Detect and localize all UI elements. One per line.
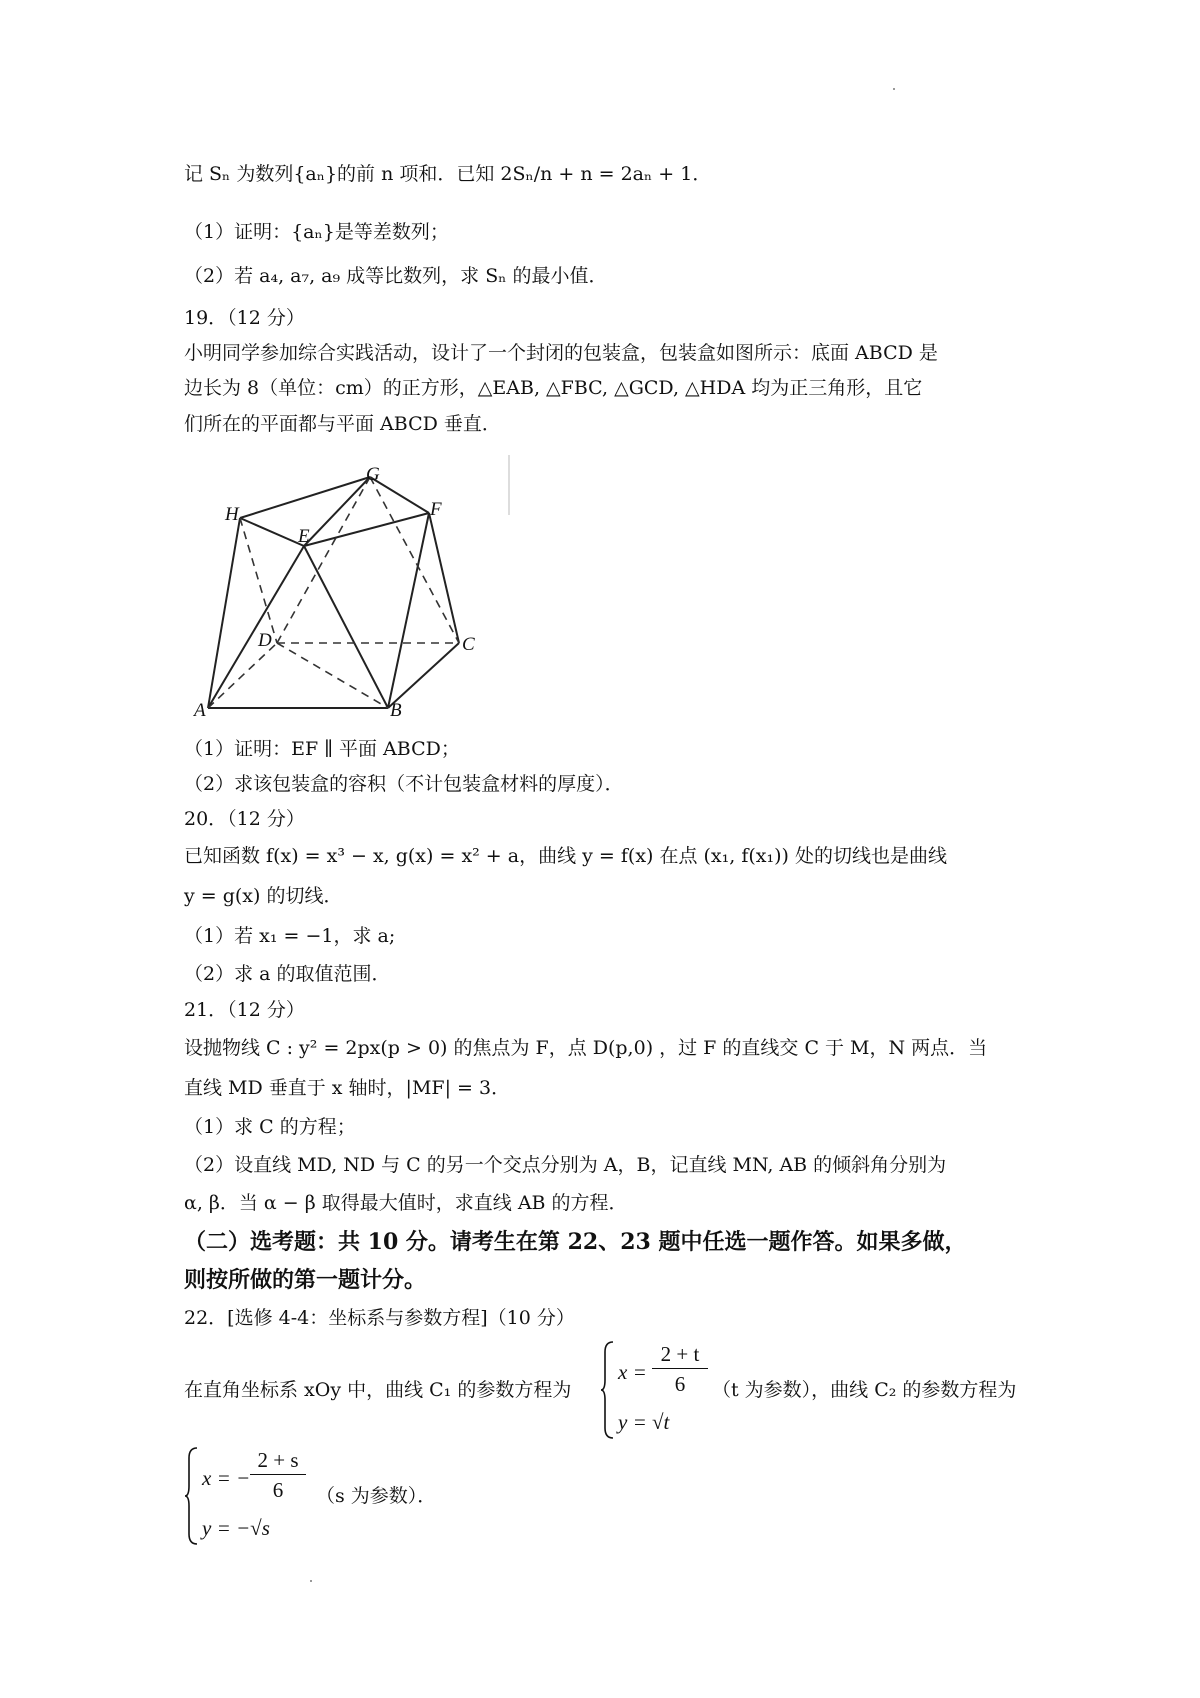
label-H: H — [225, 504, 239, 525]
q22-text-after-c2: （s 为参数）． — [316, 1485, 437, 1507]
q22-c1-x-denominator: 6 — [674, 1372, 686, 1396]
left-brace-icon — [600, 1340, 616, 1440]
edge-HE — [240, 518, 304, 546]
q22-c1-y-equation: y = √t — [618, 1410, 670, 1434]
q20-part1: （1）若 x₁ = −1，求 a; — [184, 925, 396, 947]
scan-speck — [893, 88, 895, 90]
q22-c2-y-equation: y = −√s — [202, 1516, 270, 1540]
q19-text-line2: 边长为 8（单位：cm）的正方形，△EAB, △FBC, △GCD, △HDA 均为正三角形，且它 — [184, 377, 923, 399]
q21-part2-line2: α, β．当 α − β 取得最大值时，求直线 AB 的方程． — [184, 1192, 628, 1214]
packaging-box-figure — [192, 455, 522, 730]
q22-c2-x-denominator: 6 — [272, 1478, 284, 1502]
q22-c2-x-numerator: 2 + s — [250, 1446, 306, 1475]
elective-section-heading-line2: 则按所做的第一题计分。 — [184, 1267, 427, 1293]
label-G: G — [366, 464, 380, 485]
q22-c2-x-fraction — [250, 1446, 306, 1505]
label-F: F — [430, 499, 442, 520]
q19-part1: （1）证明：EF ∥ 平面 ABCD； — [184, 738, 460, 760]
edge-EF — [304, 513, 429, 546]
q19-heading: 19．（12 分） — [184, 307, 305, 329]
q22-c1-system — [600, 1340, 720, 1440]
q19-part2: （2）求该包装盒的容积（不计包装盒材料的厚度）． — [184, 773, 624, 795]
label-A: A — [194, 700, 206, 721]
q18-part1: （1）证明：{aₙ}是等差数列； — [184, 221, 449, 243]
q22-c2-x-lhs: x = − — [202, 1466, 251, 1490]
edge-EB — [304, 546, 388, 708]
q21-part1: （1）求 C 的方程； — [184, 1116, 356, 1138]
edge-GC — [370, 477, 459, 643]
label-C: C — [462, 634, 475, 655]
edge-AD — [208, 643, 277, 708]
q18-part2: （2）若 a₄, a₇, a₉ 成等比数列，求 Sₙ 的最小值． — [184, 265, 608, 287]
left-brace-icon — [184, 1446, 200, 1546]
q19-text-line1: 小明同学参加综合实践活动，设计了一个封闭的包装盒，包装盒如图所示：底面 ABCD 是 — [184, 342, 938, 364]
label-B: B — [390, 700, 402, 721]
q18-intro: 记 Sₙ 为数列{aₙ}的前 n 项和．已知 2Sₙ/n + n = 2aₙ + 1． — [184, 163, 712, 185]
q21-heading: 21．（12 分） — [184, 999, 305, 1021]
q21-text-line2: 直线 MD 垂直于 x 轴时，|MF| = 3． — [184, 1077, 511, 1099]
q22-c1-x-lhs: x = — [618, 1360, 647, 1384]
label-E: E — [298, 526, 310, 547]
q22-text-before-c2: （t 为参数），曲线 C₂ 的参数方程为 — [712, 1379, 1017, 1401]
q22-c1-x-fraction — [652, 1340, 708, 1399]
edge-BF — [388, 513, 429, 708]
edge-FC — [429, 513, 459, 643]
q21-text-line1: 设抛物线 C : y² = 2px(p > 0) 的焦点为 F，点 D(p,0) ，过 F 的直线交 C 于 M，N 两点．当 — [184, 1037, 988, 1059]
label-D: D — [258, 630, 272, 651]
q20-heading: 20．（12 分） — [184, 808, 305, 830]
q19-text-line3: 们所在的平面都与平面 ABCD 垂直． — [184, 413, 501, 435]
elective-section-heading-line1: （二）选考题：共 10 分。请考生在第 22、23 题中任选一题作答。如果多做， — [184, 1229, 967, 1255]
q20-text-line1: 已知函数 f(x) = x³ − x, g(x) = x² + a，曲线 y = f(x) 在点 (x₁, f(x₁)) 处的切线也是曲线 — [184, 845, 947, 867]
q22-text-before-c1: 在直角坐标系 xOy 中，曲线 C₁ 的参数方程为 — [184, 1379, 572, 1401]
q20-part2: （2）求 a 的取值范围． — [184, 963, 391, 985]
scan-speck — [310, 1580, 312, 1582]
q21-part2-line1: （2）设直线 MD, ND 与 C 的另一个交点分别为 A，B，记直线 MN, AB 的倾斜角分别为 — [184, 1154, 947, 1176]
q20-text-line2: y = g(x) 的切线． — [184, 885, 343, 907]
q22-c1-x-numerator: 2 + t — [652, 1340, 708, 1369]
q22-heading: 22．[选修 4-4：坐标系与参数方程]（10 分） — [184, 1307, 575, 1329]
